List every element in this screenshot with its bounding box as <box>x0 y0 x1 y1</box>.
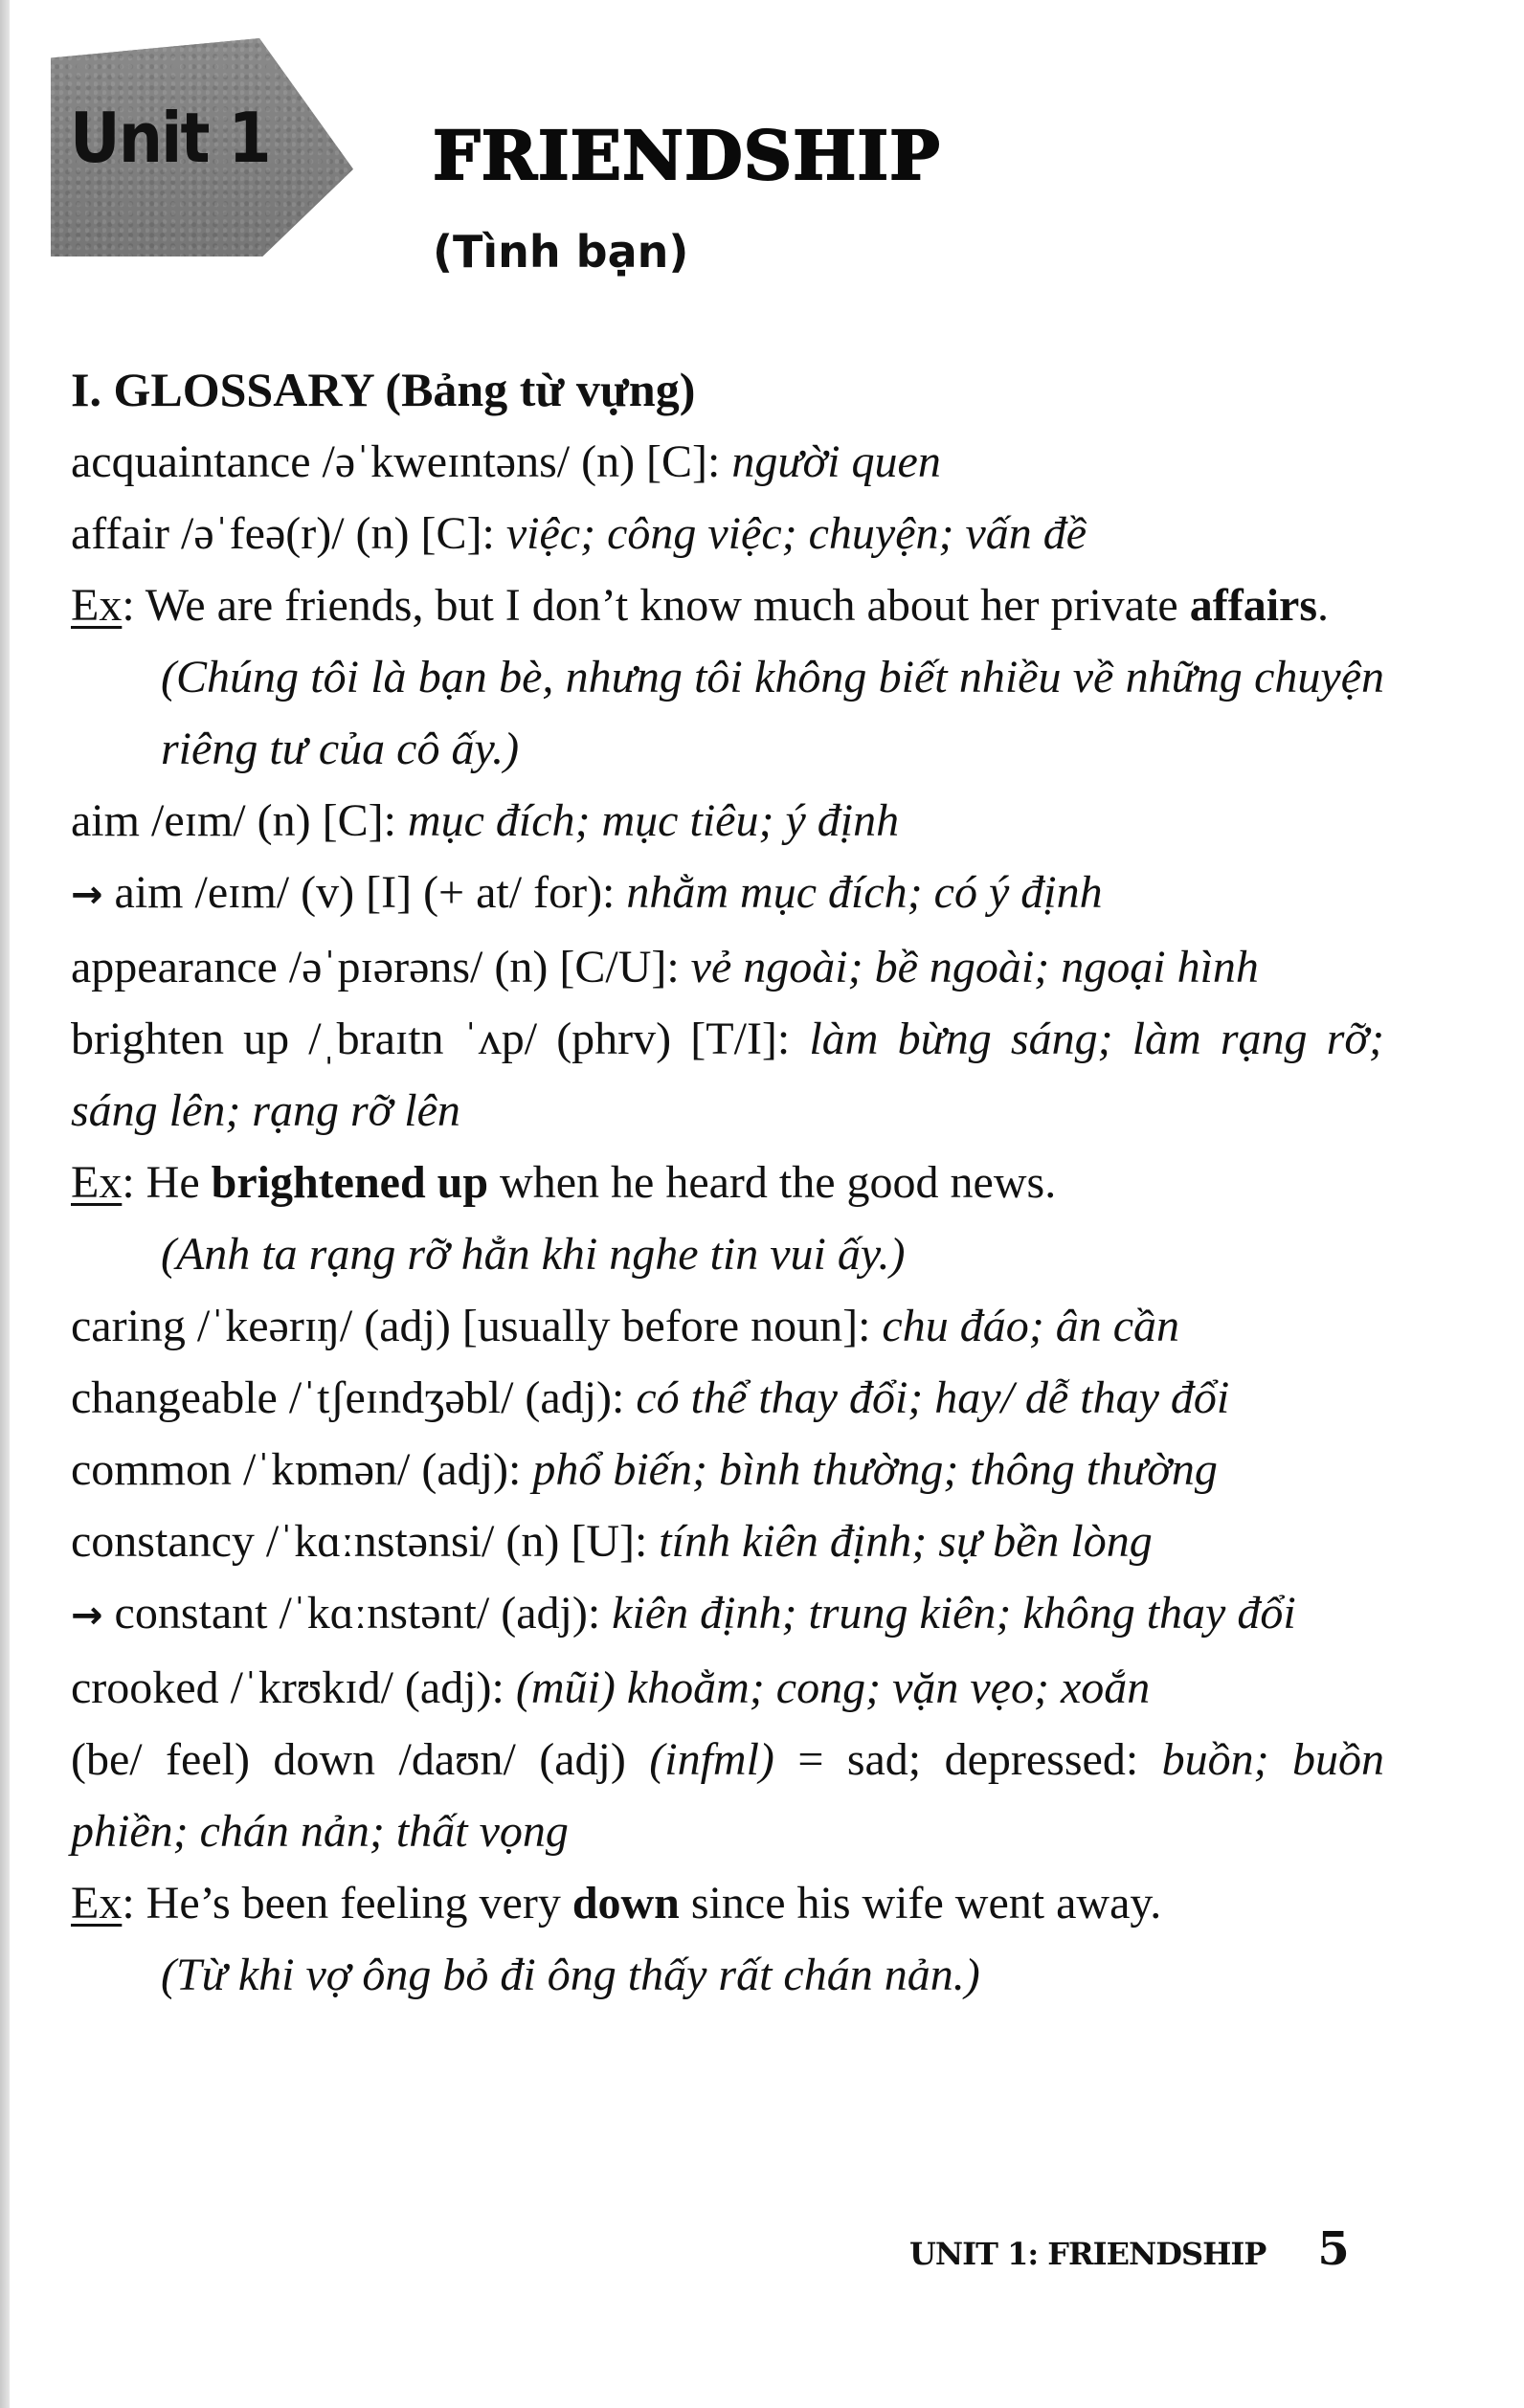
entry-head: appearance /əˈpɪərəns/ (n) [C/U]: <box>71 942 691 992</box>
example-keyword: affairs <box>1189 580 1318 631</box>
example-keyword: brightened up <box>211 1157 489 1208</box>
entry-head: affair /əˈfeə(r)/ (n) [C]: <box>71 508 506 559</box>
example-text: : He’s been feeling very <box>122 1878 572 1929</box>
glossary-entry <box>71 426 1384 498</box>
entry-meaning: có thể thay đổi; hay/ dễ thay đổi <box>636 1372 1230 1423</box>
entry-head: crooked /ˈkrʊkɪd/ (adj): <box>71 1662 516 1713</box>
example-translation: (Từ khi vợ ông bỏ đi ông thấy rất chán nản.) <box>161 1950 980 2000</box>
entry-meaning: chu đáo; ân cần <box>882 1301 1179 1351</box>
entry-meaning: làm bừng sáng; làm rạng rỡ; sáng lên; rạng rỡ lên <box>71 1014 1384 1136</box>
entry-meaning: nhằm mục đích; có ý định <box>626 867 1103 918</box>
unit-title: FRIENDSHIP <box>433 116 941 195</box>
example-text-end: when he heard the good news. <box>488 1157 1057 1208</box>
entry-meaning: kiên định; trung kiên; không thay đổi <box>612 1588 1296 1639</box>
entry-synonyms: = sad; depressed: <box>773 1734 1162 1785</box>
entry-meaning: phổ biến; bình thường; thông thường <box>532 1444 1218 1495</box>
arrow-right-icon: → <box>71 873 103 917</box>
entry-head: aim /eɪm/ (n) [C]: <box>71 795 408 846</box>
glossary-entry <box>71 1434 1384 1505</box>
entry-head: aim /eɪm/ (v) [I] (+ at/ for): <box>102 867 627 918</box>
arrow-right-icon: → <box>71 1594 103 1638</box>
entry-meaning: người quen <box>731 436 941 487</box>
entry-meaning: mục đích; mục tiêu; ý định <box>407 795 900 846</box>
entry-head: brighten up /ˌbraɪtn ˈʌp/ (phrv) [T/I]: <box>71 1014 810 1064</box>
example-keyword: down <box>572 1878 680 1929</box>
entry-head: (be/ feel) down /daʊn/ (adj) <box>71 1734 650 1785</box>
page-footer <box>909 2222 1350 2276</box>
example-sentence <box>71 569 1384 641</box>
entry-meaning: tính kiên định; sự bền lòng <box>659 1516 1153 1567</box>
example-text-end: since his wife went away. <box>679 1878 1162 1929</box>
page-number: 5 <box>1317 2222 1350 2276</box>
glossary-entry <box>71 1003 1384 1147</box>
glossary-content <box>71 354 1384 2011</box>
example-translation: (Anh ta rạng rỡ hẳn khi nghe tin vui ấy.) <box>161 1229 906 1280</box>
entry-meaning: vẻ ngoài; bề ngoài; ngoại hình <box>690 942 1259 992</box>
glossary-entry <box>71 1362 1384 1434</box>
example-text-end: . <box>1317 580 1330 631</box>
entry-meaning: buồn; buồn phiền; chán nản; thất vọng <box>71 1734 1385 1857</box>
example-sentence <box>71 1147 1384 1218</box>
glossary-entry <box>71 1652 1384 1724</box>
example-label: Ex <box>71 580 123 631</box>
entry-head: acquaintance /əˈkweɪntəns/ (n) [C]: <box>71 436 732 487</box>
page-edge-shadow <box>0 0 10 2408</box>
glossary-entry <box>71 785 1384 857</box>
entry-head: common /ˈkɒmən/ (adj): <box>71 1444 533 1495</box>
glossary-entry <box>71 498 1384 569</box>
glossary-entry-derived <box>71 857 1384 931</box>
example-label: Ex <box>71 1878 123 1929</box>
example-sentence <box>71 1867 1384 1939</box>
glossary-entry <box>71 1724 1384 1867</box>
entry-meaning: (mũi) khoằm; cong; vặn vẹo; xoắn <box>515 1662 1151 1713</box>
glossary-entry-derived <box>71 1577 1384 1652</box>
glossary-entry <box>71 931 1384 1003</box>
example-text: : He <box>122 1157 212 1208</box>
entry-register: (infml) <box>649 1734 774 1785</box>
running-head: UNIT 1: FRIENDSHIP <box>909 2236 1266 2272</box>
entry-head: changeable /ˈtʃeɪndʒəbl/ (adj): <box>71 1372 637 1423</box>
example-translation: (Chúng tôi là bạn bè, nhưng tôi không biết nhiều về những chuyện riêng tư của cô ấy.) <box>161 652 1384 774</box>
unit-subtitle: (Tình bạn) <box>433 226 689 278</box>
example-text: : We are friends, but I don’t know much about her private <box>122 580 1190 631</box>
entry-meaning: việc; công việc; chuyện; vấn đề <box>505 508 1087 559</box>
unit-badge-label: Unit 1 <box>70 98 270 178</box>
entry-head: caring /ˈkeərɪŋ/ (adj) [usually before noun]: <box>71 1301 883 1351</box>
glossary-entry <box>71 1290 1384 1362</box>
section-heading: I. GLOSSARY (Bảng từ vựng) <box>71 363 696 416</box>
glossary-entry <box>71 1505 1384 1577</box>
example-label: Ex <box>71 1157 123 1208</box>
entry-head: constancy /ˈkɑːnstənsi/ (n) [U]: <box>71 1516 660 1567</box>
entry-head: constant /ˈkɑːnstənt/ (adj): <box>102 1588 613 1639</box>
